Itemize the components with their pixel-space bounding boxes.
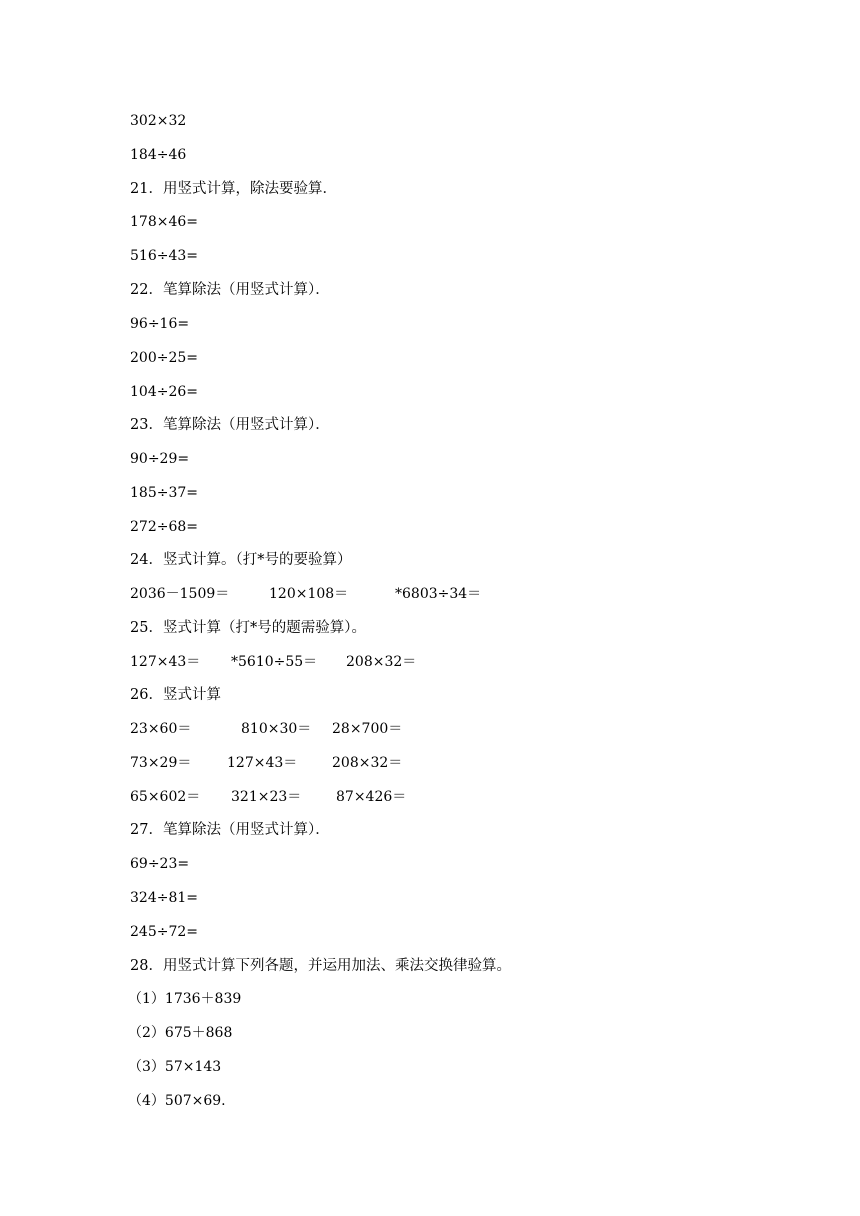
- question-22-heading: 22．笔算除法（用竖式计算）．: [130, 282, 330, 298]
- expression-cell: 127×43＝: [227, 755, 298, 771]
- expression-line: 200÷25=: [130, 350, 198, 366]
- question-24-heading: 24．竖式计算。（打*号的要验算）: [130, 552, 352, 568]
- sub-question-2: （2）675＋868: [128, 1025, 233, 1041]
- question-26-heading: 26．竖式计算: [130, 687, 221, 703]
- expression-cell: 2036－1509＝: [130, 586, 230, 602]
- expression-cell: 208×32＝: [346, 654, 417, 670]
- expression-line: 245÷72=: [130, 924, 198, 940]
- expression-line: 185÷37=: [130, 485, 198, 501]
- question-23-heading: 23．笔算除法（用竖式计算）．: [130, 417, 330, 433]
- expression-line: 69÷23=: [130, 856, 190, 872]
- expression-cell: 208×32＝: [332, 755, 403, 771]
- expression-cell: 23×60＝: [130, 721, 192, 737]
- question-27-heading: 27．笔算除法（用竖式计算）．: [130, 822, 330, 838]
- expression-cell: 65×602＝: [130, 789, 201, 805]
- question-25-heading: 25．竖式计算（打*号的题需验算）。: [130, 620, 366, 636]
- sub-question-4: （4）507×69.: [128, 1093, 226, 1109]
- expression-line: 104÷26=: [130, 384, 198, 400]
- sub-question-3: （3）57×143: [128, 1059, 222, 1075]
- expression-cell: 321×23＝: [231, 789, 302, 805]
- question-28-heading: 28．用竖式计算下列各题，并运用加法、乘法交换律验算。: [130, 958, 511, 974]
- expression-line: 302×32: [130, 113, 187, 129]
- sub-question-1: （1）1736＋839: [128, 991, 242, 1007]
- expression-cell: *6803÷34＝: [395, 586, 482, 602]
- expression-line: 516÷43=: [130, 248, 198, 264]
- expression-line: 96÷16=: [130, 316, 190, 332]
- question-21-heading: 21．用竖式计算，除法要验算．: [130, 181, 337, 197]
- expression-cell: 28×700＝: [332, 721, 403, 737]
- expression-cell: 810×30＝: [241, 721, 312, 737]
- expression-line: 324÷81=: [130, 890, 198, 906]
- expression-line: 184÷46: [130, 147, 187, 163]
- expression-cell: 127×43＝: [130, 654, 201, 670]
- expression-cell: *5610÷55＝: [231, 654, 318, 670]
- expression-line: 272÷68=: [130, 519, 198, 535]
- expression-line: 90÷29=: [130, 451, 190, 467]
- expression-line: 178×46=: [130, 214, 198, 230]
- expression-cell: 87×426＝: [336, 789, 407, 805]
- expression-cell: 73×29＝: [130, 755, 192, 771]
- expression-cell: 120×108＝: [269, 586, 349, 602]
